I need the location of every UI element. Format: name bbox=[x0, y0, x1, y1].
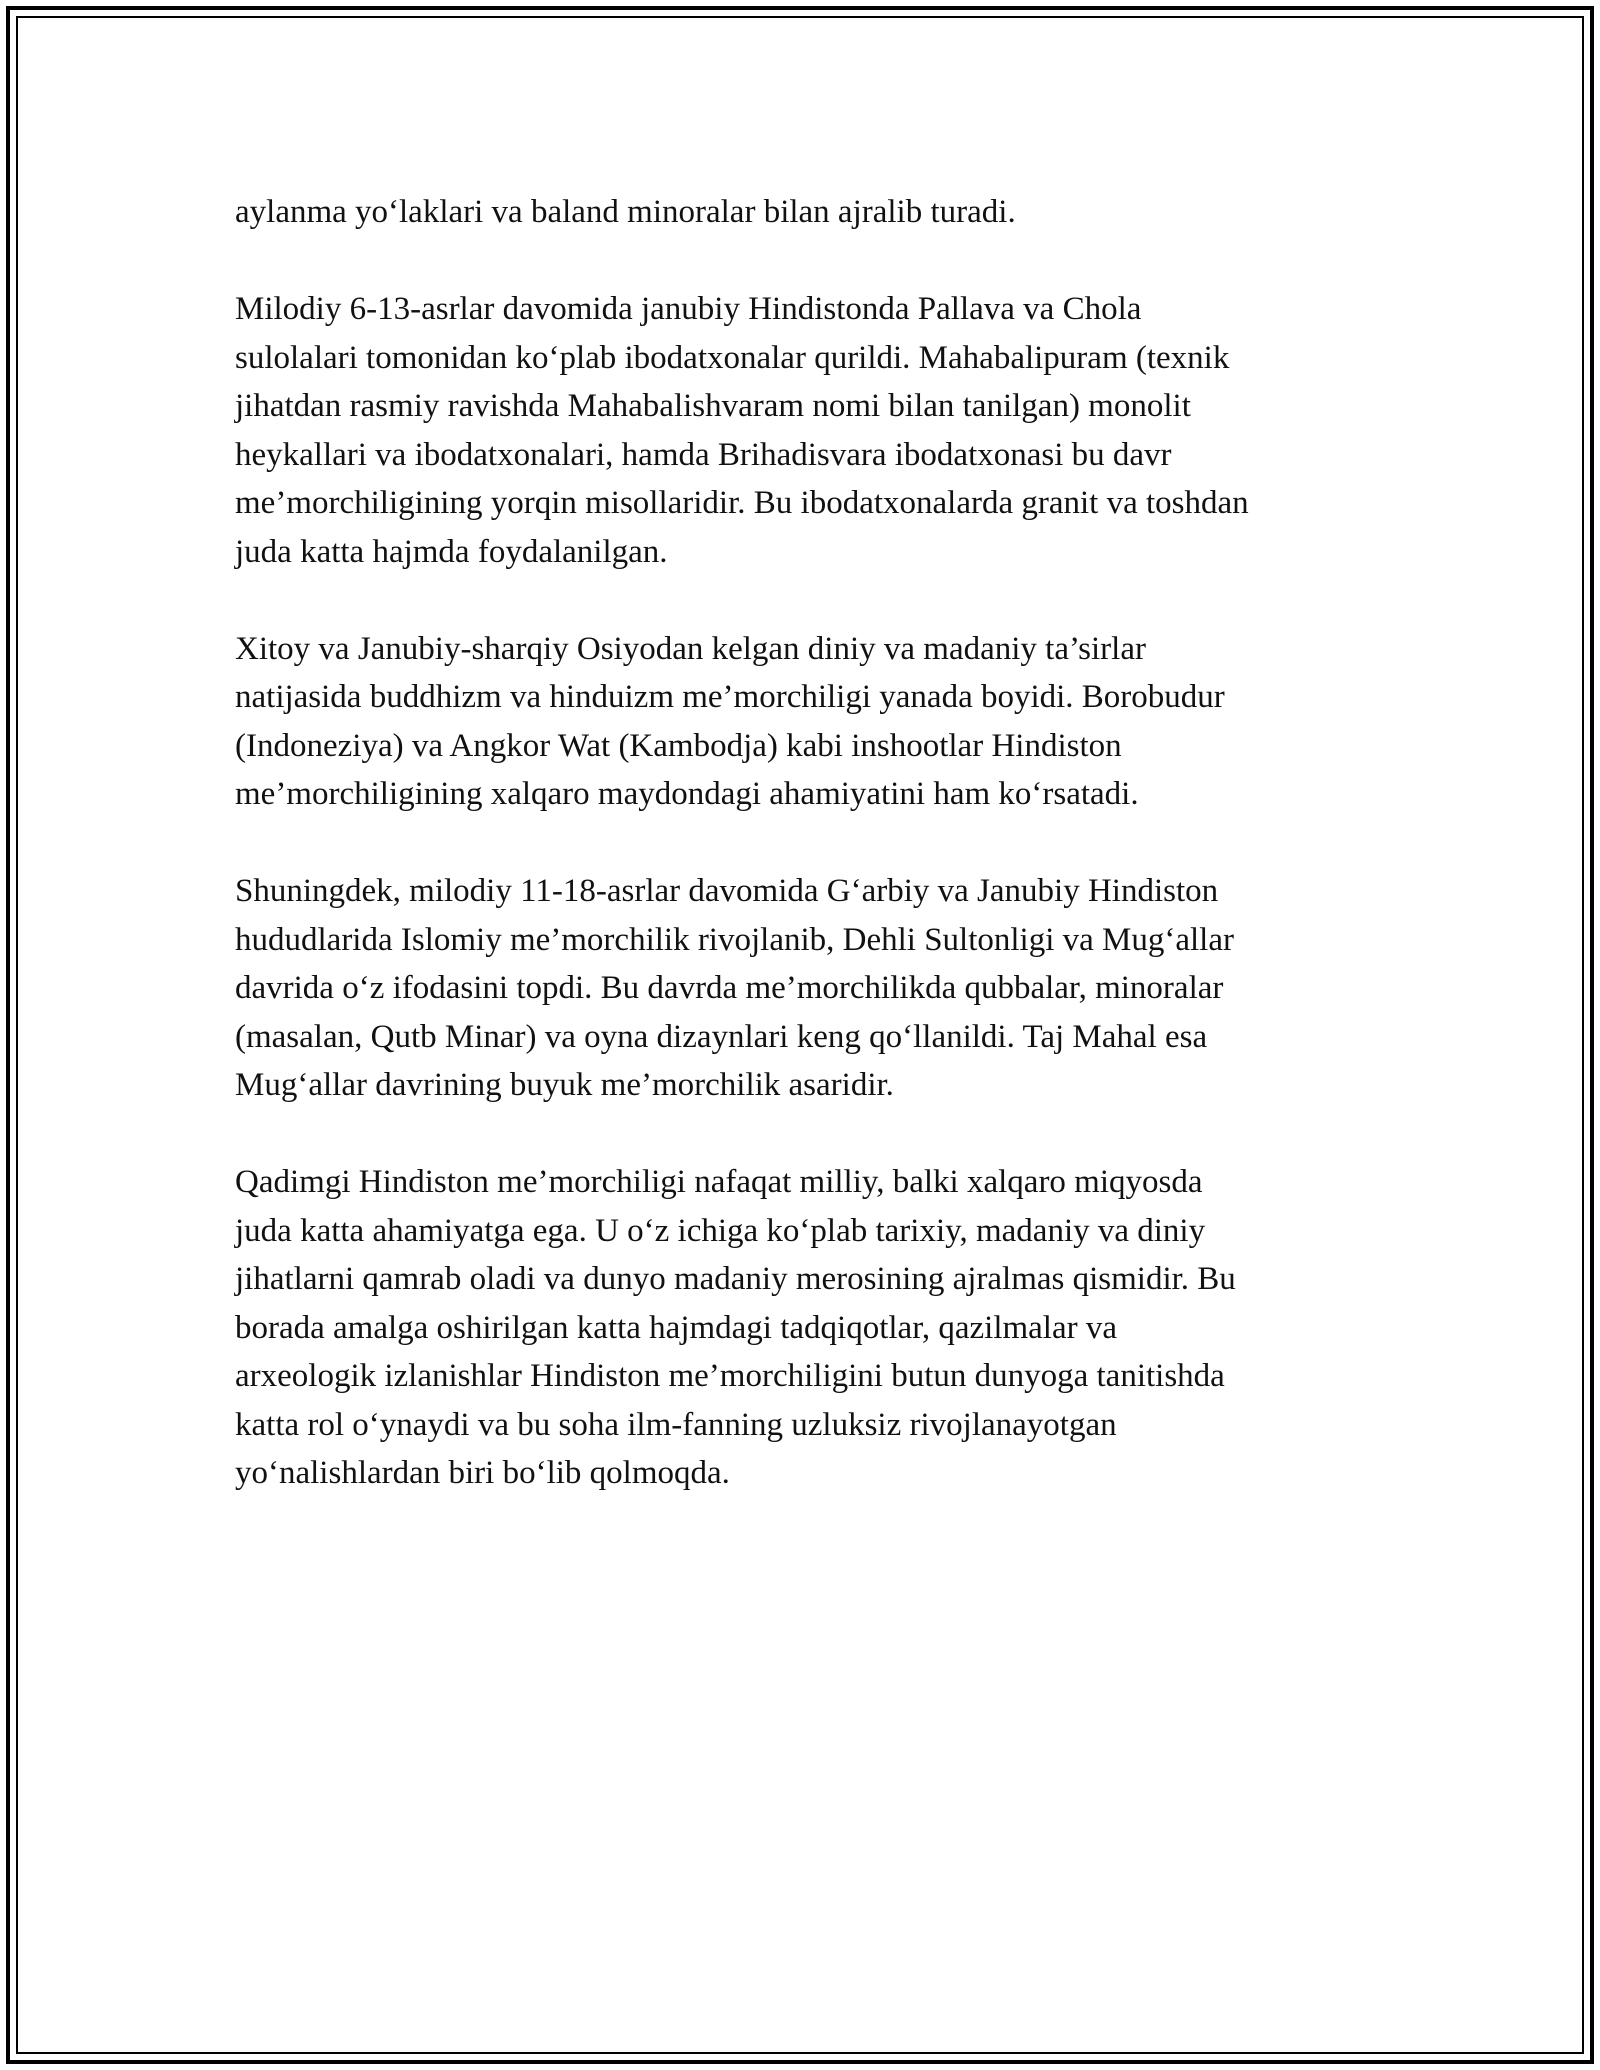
paragraph-2 bbox=[235, 285, 1385, 576]
text-line: Xitoy va Janubiy-sharqiy Osiyodan kelgan diniy va madaniy ta’sirlar bbox=[235, 630, 1146, 667]
paragraph-1 bbox=[235, 188, 1385, 237]
text-line: natijasida buddhizm va hinduizm me’morchiligi yanada boyidi. Borobudur bbox=[235, 679, 1225, 715]
text-line: arxeologik izlanishlar Hindiston me’morchiligini butun dunyoga tanitishda bbox=[235, 1358, 1225, 1394]
text-line: heykallari va ibodatxonalari, hamda Brihadisvara ibodatxonasi bu davr bbox=[235, 436, 1172, 473]
text-line: Milodiy 6-13-asrlar davomida janubiy Hindistonda Pallava va Chola bbox=[235, 291, 1142, 327]
text-line: yo‘nalishlardan biri bo‘lib qolmoqda. bbox=[235, 1455, 730, 1491]
text-line: (Indoneziya) va Angkor Wat (Kambodja) kabi inshootlar Hindiston bbox=[235, 727, 1122, 764]
text-line: aylanma yo‘laklari va baland minoralar bilan ajralib turadi. bbox=[235, 194, 1016, 230]
text-line: katta rol o‘ynaydi va bu soha ilm-fanning uzluksiz rivojlanayotgan bbox=[235, 1406, 1117, 1443]
text-line: me’morchiligining yorqin misollaridir. Bu ibodatxonalarda granit va toshdan bbox=[235, 485, 1249, 521]
text-line: jihatlarni qamrab oladi va dunyo madaniy merosining ajralmas qismidir. Bu bbox=[235, 1261, 1236, 1297]
text-line: borada amalga oshirilgan katta hajmdagi tadqiqotlar, qazilmalar va bbox=[235, 1309, 1118, 1346]
text-line: davrida o‘z ifodasini topdi. Bu davrda me’morchilikda qubbalar, minoralar bbox=[235, 970, 1224, 1006]
text-line: juda katta ahamiyatga ega. U o‘z ichiga ko‘plab tarixiy, madaniy va diniy bbox=[235, 1212, 1206, 1249]
text-line: sulolalari tomonidan ko‘plab ibodatxonalar qurildi. Mahabalipuram (texnik bbox=[235, 339, 1230, 376]
text-line: jihatdan rasmiy ravishda Mahabalishvaram nomi bilan tanilgan) monolit bbox=[235, 388, 1191, 424]
text-line: hududlarida Islomiy me’morchilik rivojlanib, Dehli Sultonligi va Mug‘allar bbox=[235, 921, 1234, 958]
paragraph-4 bbox=[235, 867, 1385, 1110]
text-line: Shuningdek, milodiy 11-18-asrlar davomida G‘arbiy va Janubiy Hindiston bbox=[235, 873, 1219, 909]
text-line: Qadimgi Hindiston me’morchiligi nafaqat milliy, balki xalqaro miqyosda bbox=[235, 1164, 1203, 1200]
paragraph-3 bbox=[235, 625, 1385, 819]
document-body bbox=[235, 188, 1385, 1546]
paragraph-5 bbox=[235, 1158, 1385, 1498]
text-line: (masalan, Qutb Minar) va oyna dizaynlari keng qo‘llanildi. Taj Mahal esa bbox=[235, 1018, 1208, 1055]
text-line: me’morchiligining xalqaro maydondagi ahamiyatini ham ko‘rsatadi. bbox=[235, 776, 1139, 812]
text-line: Mug‘allar davrining buyuk me’morchilik asaridir. bbox=[235, 1067, 894, 1103]
text-line: juda katta hajmda foydalanilgan. bbox=[235, 533, 668, 570]
